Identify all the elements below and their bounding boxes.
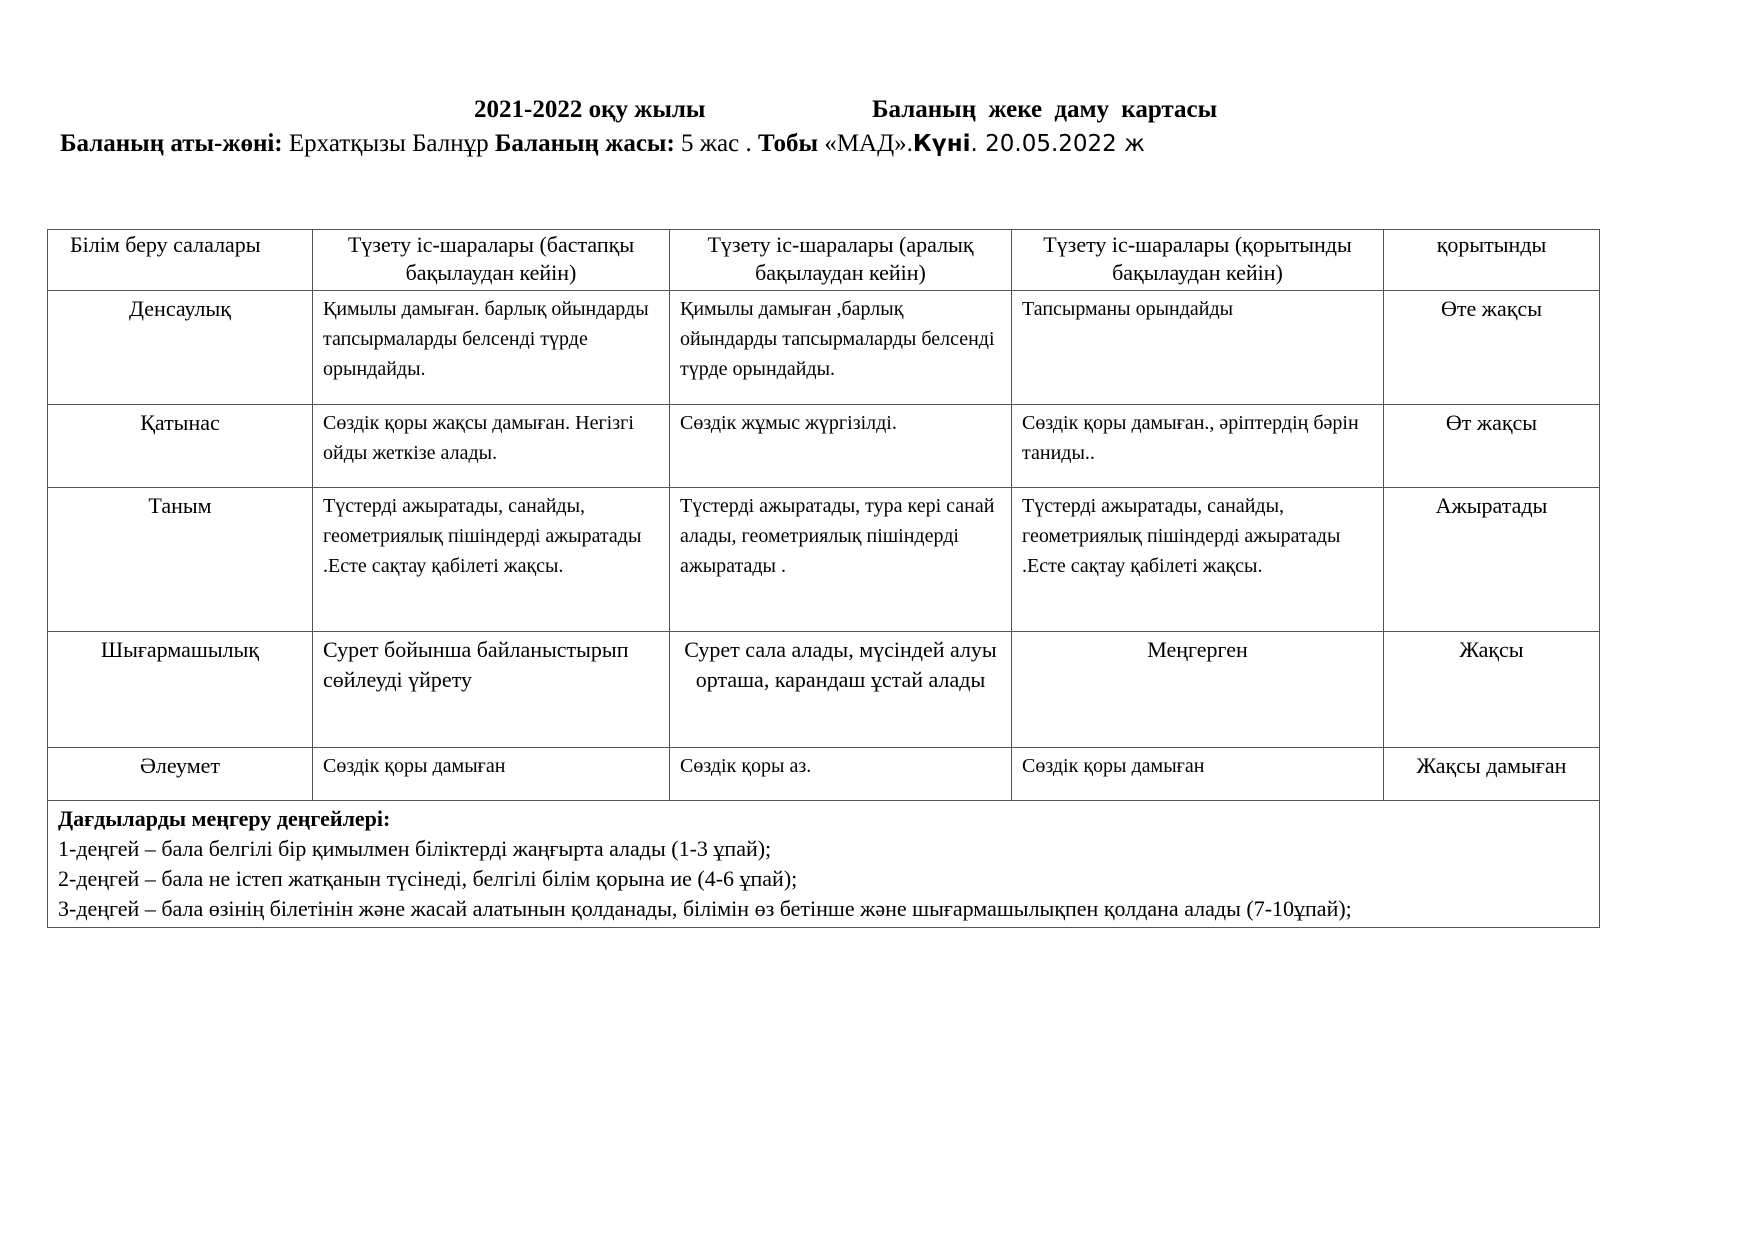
result-cell: Өте жақсы bbox=[1384, 291, 1600, 405]
document-title-line bbox=[0, 96, 1755, 128]
table-row bbox=[48, 748, 1600, 801]
table-row bbox=[48, 632, 1600, 748]
legend-level-2: 2-деңгей – бала не істеп жатқанын түсінеді, белгілі білім қорына ие (4-6 ұпай); bbox=[58, 866, 798, 891]
header-areas: Білім беру салалары bbox=[48, 230, 313, 291]
area-cell: Таным bbox=[48, 488, 313, 632]
final-cell: Меңгерген bbox=[1012, 632, 1384, 748]
initial-cell: Сөздік қоры дамыған bbox=[313, 748, 670, 801]
header-intermediate: Түзету іс-шаралары (аралық бақылаудан кейін) bbox=[670, 230, 1012, 291]
legend-level-3: 3-деңгей – бала өзінің білетінін және жасай алатынын қолданады, білімін өз бетінше және шығармашылықпен қолдана алады (7-10ұпай); bbox=[58, 896, 1352, 921]
child-info-line bbox=[60, 130, 1145, 158]
development-card-table bbox=[47, 229, 1600, 928]
initial-cell: Сурет бойынша байланыстырып сөйлеуді үйрету bbox=[313, 632, 670, 748]
group-label: Тобы bbox=[758, 130, 819, 157]
final-cell: Сөздік қоры дамыған., әріптердің бәрін таниды.. bbox=[1012, 405, 1384, 488]
area-cell: Әлеумет bbox=[48, 748, 313, 801]
initial-cell: Сөздік қоры жақсы дамыған. Негізгі ойды жеткізе алады. bbox=[313, 405, 670, 488]
result-cell: Жақсы дамыған bbox=[1384, 748, 1600, 801]
group-value: «МАД». bbox=[818, 130, 913, 157]
age-value: 5 жас . bbox=[674, 130, 758, 157]
header-final: Түзету іс-шаралары (қорытынды бақылаудан кейін) bbox=[1012, 230, 1384, 291]
legend-row bbox=[48, 801, 1600, 928]
legend-title: Дағдыларды меңгеру деңгейлері: bbox=[58, 806, 391, 831]
header-initial: Түзету іс-шаралары (бастапқы бақылаудан кейін) bbox=[313, 230, 670, 291]
initial-cell: Қимылы дамыған. барлық ойындарды тапсырмаларды белсенді түрде орындайды. bbox=[313, 291, 670, 405]
date-label: Күні bbox=[912, 131, 971, 157]
intermediate-cell: Түстерді ажыратады, тура кері санай алады, геометриялық пішіндерді ажыратады . bbox=[670, 488, 1012, 632]
area-cell: Шығармашылық bbox=[48, 632, 313, 748]
result-cell: Жақсы bbox=[1384, 632, 1600, 748]
intermediate-cell: Қимылы дамыған ,барлық ойындарды тапсырмаларды белсенді түрде орындайды. bbox=[670, 291, 1012, 405]
name-label: Баланың аты-жөні: bbox=[60, 130, 283, 157]
intermediate-cell: Сурет сала алады, мүсіндей алуы орташа, карандаш ұстай алады bbox=[670, 632, 1012, 748]
skill-levels-legend bbox=[48, 801, 1600, 928]
name-value: Ерхатқызы Балнұр bbox=[282, 130, 495, 157]
table-row bbox=[48, 291, 1600, 405]
table-row bbox=[48, 488, 1600, 632]
table-row bbox=[48, 405, 1600, 488]
area-cell: Қатынас bbox=[48, 405, 313, 488]
date-value: . 20.05.2022 ж bbox=[970, 131, 1145, 157]
initial-cell: Түстерді ажыратады, санайды, геометриялық пішіндерді ажыратады .Есте сақтау қабілеті жақсы. bbox=[313, 488, 670, 632]
final-cell: Тапсырманы орындайды bbox=[1012, 291, 1384, 405]
document-title: Баланың жеке даму картасы bbox=[872, 96, 1218, 123]
result-cell: Өт жақсы bbox=[1384, 405, 1600, 488]
final-cell: Сөздік қоры дамыған bbox=[1012, 748, 1384, 801]
final-cell: Түстерді ажыратады, санайды, геометриялық пішіндерді ажыратады .Есте сақтау қабілеті жақсы. bbox=[1012, 488, 1384, 632]
table-header-row bbox=[48, 230, 1600, 291]
intermediate-cell: Сөздік жұмыс жүргізілді. bbox=[670, 405, 1012, 488]
age-label: Баланың жасы: bbox=[494, 130, 675, 157]
legend-level-1: 1-деңгей – бала белгілі бір қимылмен біліктерді жаңғырта алады (1-3 ұпай); bbox=[58, 836, 772, 861]
header-result: қорытынды bbox=[1384, 230, 1600, 291]
result-cell: Ажыратады bbox=[1384, 488, 1600, 632]
intermediate-cell: Сөздік қоры аз. bbox=[670, 748, 1012, 801]
area-cell: Денсаулық bbox=[48, 291, 313, 405]
school-year: 2021-2022 оқу жылы bbox=[474, 96, 706, 123]
